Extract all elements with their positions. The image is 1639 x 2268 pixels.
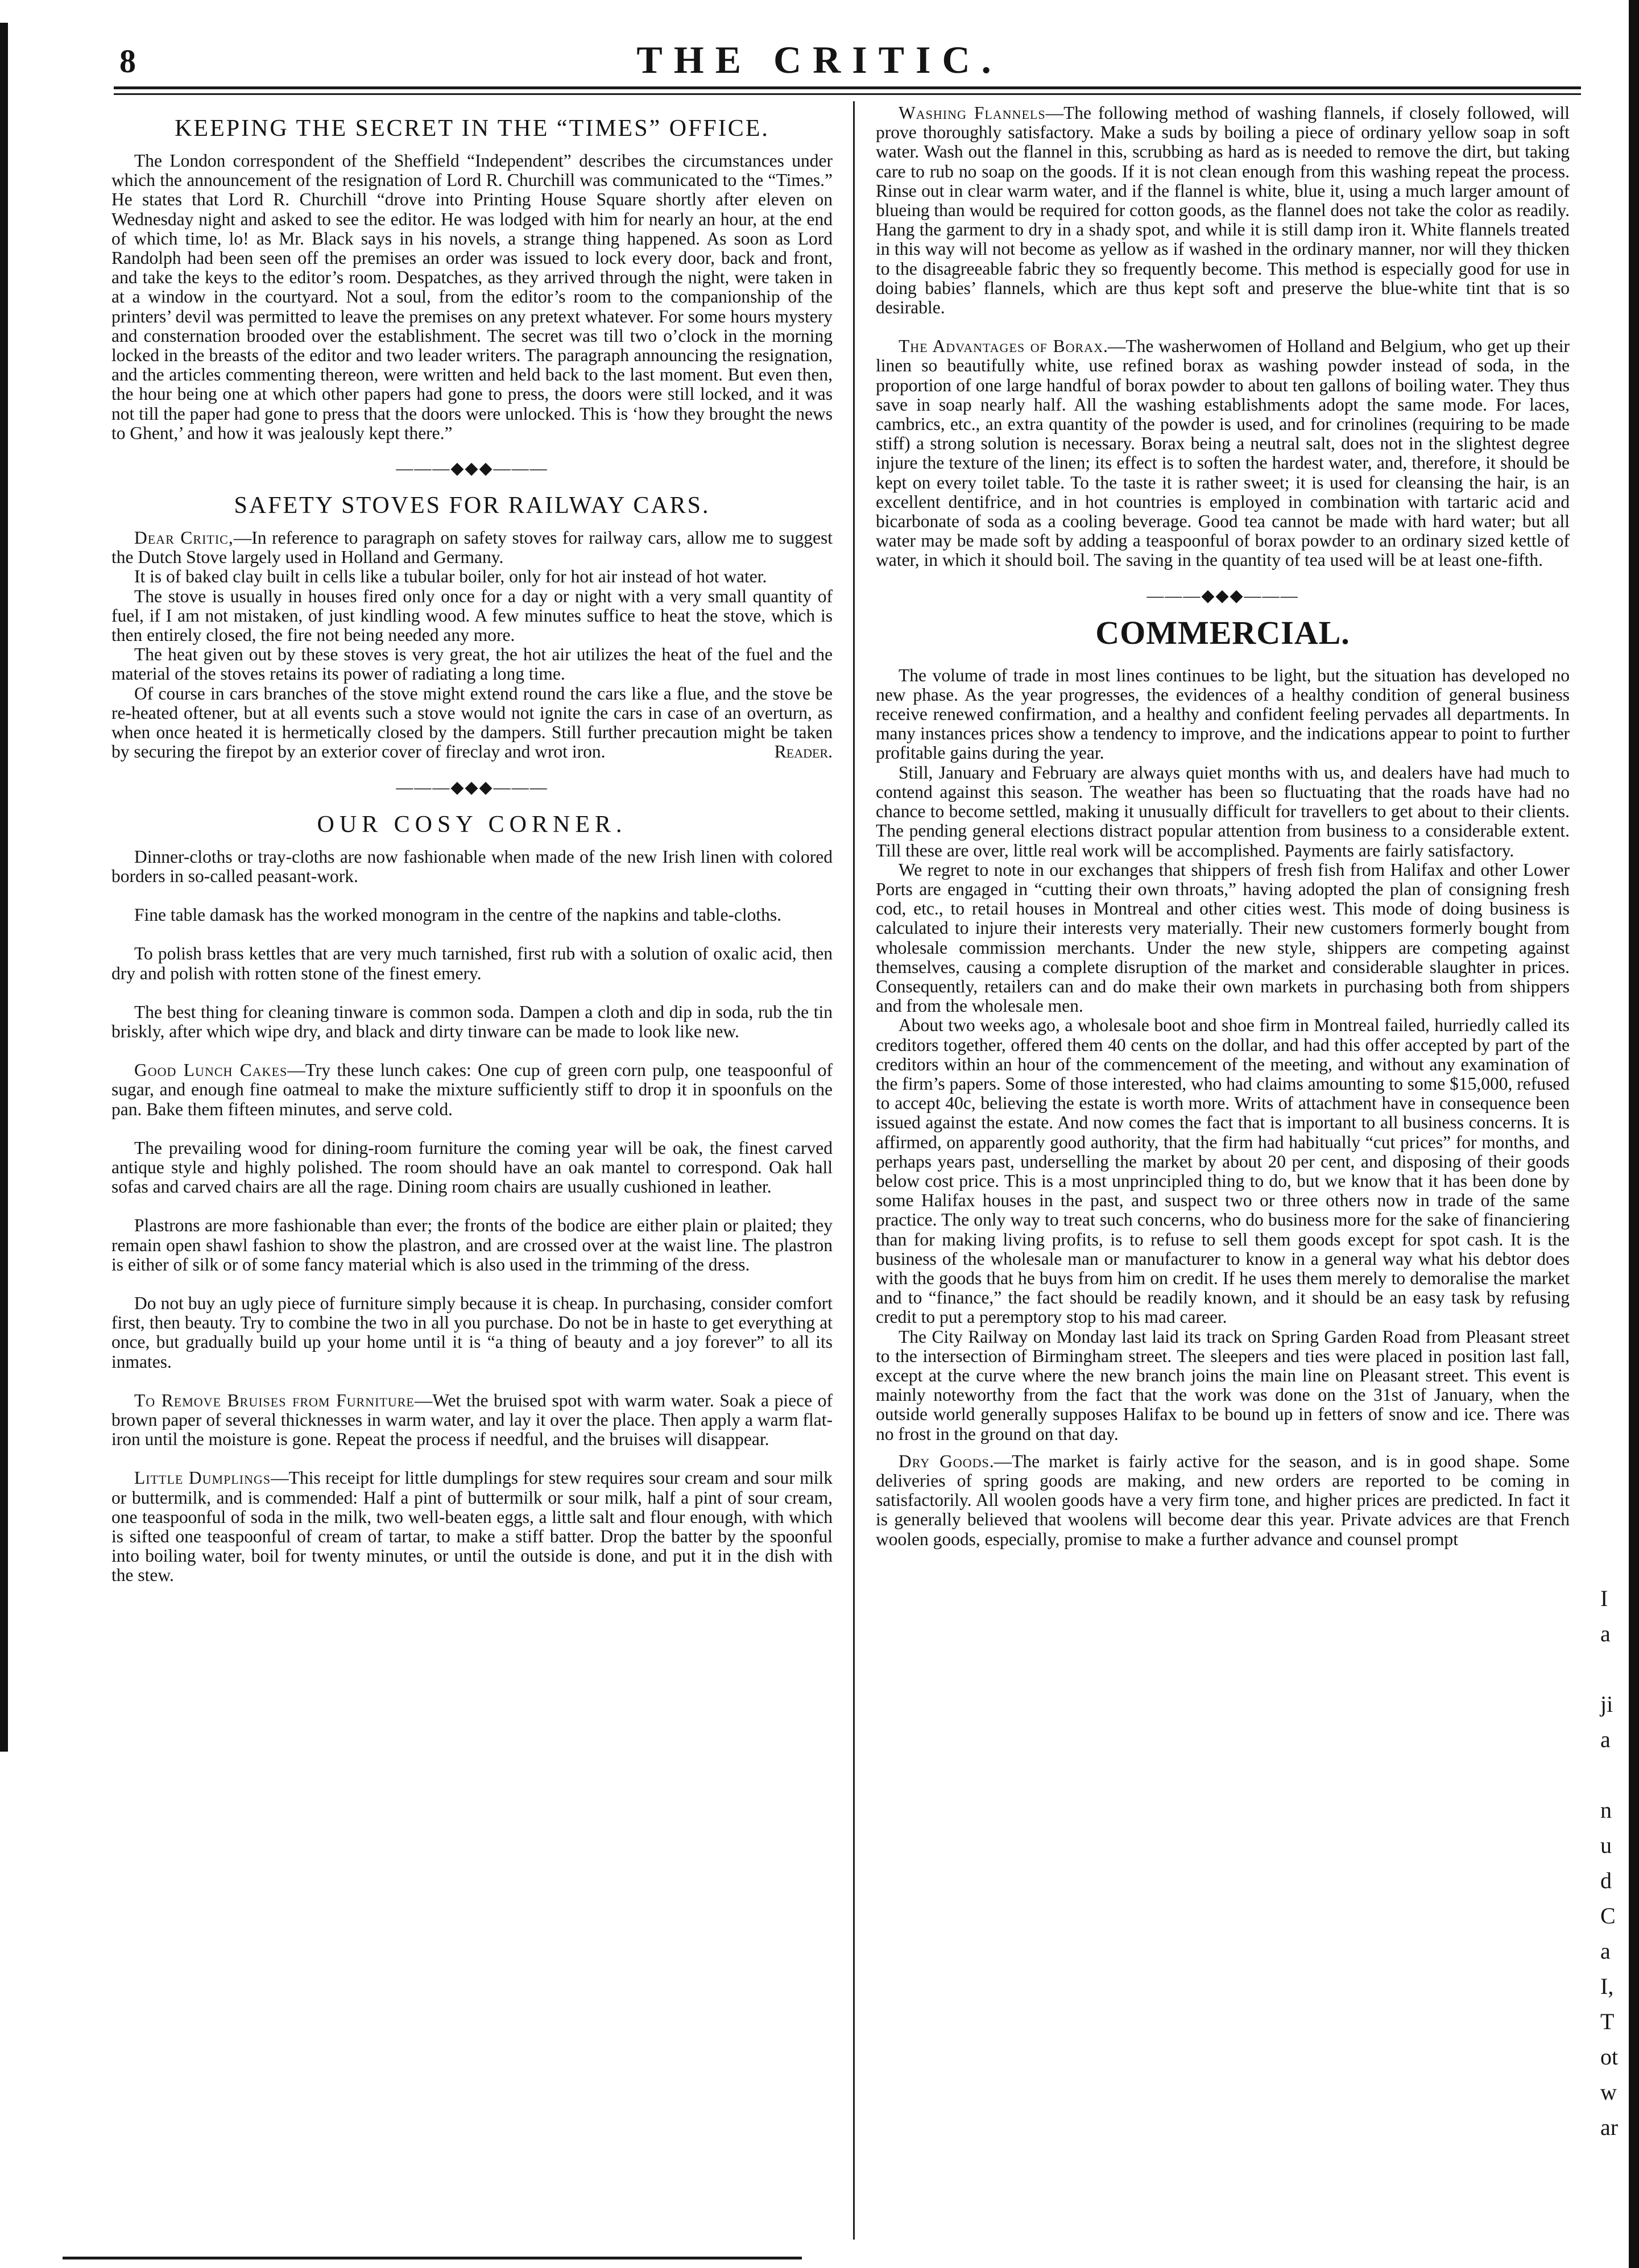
spacer [111,1119,833,1139]
scan-edge-left [0,23,8,1752]
article-paragraph: We regret to note in our exchanges that shippers of fresh fish from Halifax and other Lower Ports are engaged in “cutting their own throats,” having adopted the plan of consigning fresh cod, etc., to retail houses in Montreal and other cities west. This mode of doing business is calculated to injure their interests very materially. Their new customers formerly bought from wholesale commission merchants. Under the new style, shippers are competing against themselves, causing a complete disruption of the market and considerable slaughter in prices. Consequently, retailers can and do make their own markets in purchasing both from shippers and from the wholesale men. [876,859,1570,1016]
article-paragraph: The stove is usually in houses fired only once for a day or night with a very small quantity of fuel, if I am not mistaken, of just kindling wood. A few minutes suffice to heat the stove, which is then entirely closed, the fire not being needed any more. [111,586,833,645]
article-safety-stoves [111,491,833,762]
article-paragraph: About two weeks ago, a wholesale boot and shoe firm in Montreal failed, hurriedly called its creditors together, offered them 40 cents on the dollar, and had this offer accepted by part of the creditors within an hour of the commencement of the meeting, and without any examination of the firm’s papers. Some of those interested, who had claims amounting to some $15,000, refused to accept 40c, believing the estate is worth more. Writs of attachment have in consequence been issued against the estate. And now comes the fact that is important to all business concerns. It is affirmed, on apparently good authority, that the firm had habitually “cut prices” for months, and perhaps years past, underselling the market by about 20 per cent, and disposing of their goods below cost price. This is a most unprincipled thing to do, but we know that it has been done by some Halifax houses in the past, and suspect two or three others now in trade of the same practice. The only way to treat such concerns, who do business more for the sake of financiering than for making living profits, is to refuse to sell them goods except for spot cash. It is the business of the wholesale man or manufacturer to know in a general way what his debtor does with the goods that he buys from him on credit. If he uses them merely to demoralise the market and to “finance,” the fact should be readily known, and it should be an easy task by refusing credit to put a peremptory stop to his mad career. [876,1015,1570,1327]
article-heading: KEEPING THE SECRET IN THE “TIMES” OFFICE. [175,115,769,142]
frag: a [1600,1938,1611,1964]
frag: T [1600,2009,1615,2034]
article-cosy-corner [111,810,833,1586]
frag: C [1600,1903,1616,1928]
paragraph-lead: To Remove Bruises from Furniture [134,1390,415,1410]
article-paragraph [111,1061,833,1119]
article-commercial [876,614,1570,1549]
paragraph-text: —In reference to paragraph on safety stoves for railway cars, allow me to suggest the Dutch Stove largely used in Holland and Germany. [111,528,833,568]
frag: d [1600,1868,1612,1893]
frag: u [1600,1832,1612,1858]
signature: Reader. [774,742,833,762]
article-borax [876,337,1570,570]
article-paragraph: The London correspondent of the Sheffield “Independent” describes the circumstances under which the announcement of the resignation of Lord R. Churchill was communicated to the “Times.” He states that Lord R. Churchill “drove into Printing House Square shortly after eleven on Wednesday night and asked to see the editor. He was lodged with him for nearly an hour, at the end of which time, lo! as Mr. Black says in his novels, a strange thing happened. As soon as Lord Randolph had been seen off the premises an order was issued to lock every door, back and front, and take the keys to the editor’s room. Despatches, as they arrived through the night, were taken in at a window in the courtyard. Not a soul, from the editor’s room to the companionship of the printers’ devil was permitted to leave the premises on any pretext whatever. For some hours mystery and consternation brooded over the establishment. The secret was till two o’clock in the morning locked in the breasts of the editor and two leader writers. The paragraph announcing the resignation, and the articles commenting thereon, were written and held back to the last moment. But even then, the hour being one at which other papers had gone to press, the doors were still locked, and it was not till the paper had gone to press that the doors were unlocked. This is ‘how they brought the news to Ghent,’ and how it was jealously kept there.” [111,151,833,443]
article-paragraph [111,528,833,567]
article-times-secret [111,114,833,443]
article-paragraph [876,104,1570,317]
spacer [111,1449,833,1468]
article-paragraph: Do not buy an ugly piece of furniture simply because it is cheap. In purchasing, consider comfort first, then beauty. Try to combine the two in all you purchase. Do not be in haste to get everything at once, but gradually build up your home until it is “a thing of beauty and a joy forever” to all its inmates. [111,1293,833,1372]
paragraph-lead: Little Dumplings [134,1468,271,1488]
article-paragraph: The prevailing wood for dining-room furniture the coming year will be oak, the finest carved antique style and highly polished. The room should have an oak mantel to correspond. Oak hall sofas and carved chairs are all the rage. Dining room chairs are usually cushioned in leather. [111,1137,833,1197]
paragraph-text: —Try these lunch cakes: One cup of green corn pulp, one teaspoonful of sugar, and enough fine oatmeal to make the mixture sufficiently stiff to drop it in spoonfuls on the pan. Bake them fifteen minutes, and serve cold. [111,1060,833,1119]
article-paragraph: The City Railway on Monday last laid its track on Spring Garden Road from Pleasant street to the intersection of Birmingham street. The sleepers and ties were placed in position last fall, except at the curve where the new branch joins the main line on Pleasant street. This event is mainly noteworthy from the fact that the work was done on the 31st of January, when the outside world generally supposes Halifax to be bound up in fetters of snow and ice. There was no frost in the ground on that day. [876,1326,1570,1444]
article-heading: COMMERCIAL. [1095,614,1350,651]
left-column [111,104,833,2242]
article-paragraph: Still, January and February are always quiet months with us, and dealers have had much to contend against this season. The weather has been so fluctuating that the roads have had no chance to become settled, making it unusually difficult for travellers to get about to their clients. The pending general elections distract popular attention from business to a considerable extent. Till these are over, little real work will be accomplished. Payments are fairly satisfactory. [876,762,1570,860]
scan-edge-right [1629,0,1639,2268]
spacer [111,886,833,905]
frag: a [1600,1621,1611,1646]
masthead-rule [114,93,1581,95]
article-paragraph [111,1468,833,1585]
spacer [111,1197,833,1216]
article-paragraph: The volume of trade in most lines continues to be light, but the situation has developed no new phase. As the year progresses, the evidences of a healthy condition of general business receive renewed confirmation, and a healthy and confident feeling pervades all departments. In many instances prices show a tendency to improve, and the indications appear to point to further profitable gains during the year. [876,665,1570,763]
article-paragraph: The heat given out by these stoves is very great, the hot air utilizes the heat of the fuel and the material of the stoves retains its power of radiating a long time. [111,644,833,684]
paragraph-lead: Good Lunch Cakes [134,1060,288,1081]
article-paragraph: Dinner-cloths or tray-cloths are now fashionable when made of the new Irish linen with colored borders in so-called peasant-work. [111,846,833,886]
column-divider [853,101,855,2240]
section-ornament: ———◆◆◆——— [1147,586,1299,605]
frag: ot [1600,2044,1619,2070]
article-paragraph: Fine table damask has the worked monogram in the centre of the napkins and table-cloths. [134,905,782,925]
section-ornament: ———◆◆◆——— [396,459,548,478]
spacer [111,983,833,1003]
frag [1600,1652,1623,1687]
article-paragraph [111,1391,833,1450]
spacer [111,1372,833,1391]
paragraph-text: —Wet the bruised spot with warm water. Soak a piece of brown paper of several thicknesses in warm water, and lay it over the place. Then apply a warm flat-iron until the moisture is gone. Repeat the process if needful, and the bruises will disappear. [111,1390,833,1450]
right-margin-fragments [1600,1581,1623,2145]
right-column [876,104,1570,2242]
article-paragraph: Of course in cars branches of the stove might extend round the cars like a flue, and the stove be re-heated oftener, but at all events such a stove would not ignite the cars in case of an overturn, as when once heated it is hermetically closed by the dampers. Still further precaution might be taken by securing the firepot by an exterior cover of fireclay and wrot iron. [111,683,833,762]
frag: ar [1600,2114,1619,2140]
article-paragraph [876,337,1570,570]
paragraph-text: .—The market is fairly active for the season, and is in good shape. Some deliveries of spring goods are making, and new orders are reported to be coming in satisfactorily. All woolen goods have a very firm tone, and higher prices are predicted. In fact it is generally believed that woolens will become dear this year. Private advices are that French woolen goods, especially, promise to make a further advance and counsel prompt [876,1451,1570,1549]
article-washing-flannels [876,104,1570,317]
section-ornament: ———◆◆◆——— [396,777,548,797]
spacer [111,925,833,944]
frag [1600,1757,1623,1793]
salutation: Dear Critic, [134,528,234,548]
masthead-title: THE CRITIC. [636,38,1003,81]
article-heading: OUR COSY CORNER. [317,811,627,838]
bottom-rule [63,2257,802,2259]
spacer [111,1041,833,1061]
frag: a [1600,1727,1611,1752]
page-number: 8 [119,43,136,80]
paragraph-text: —This receipt for little dumplings for stew requires sour cream and sour milk or buttermilk, and is commended: Half a pint of buttermilk or sour milk, half a pint of sour cream, one teaspoonful of soda in the milk, two well-beaten eggs, a little salt and flour enough, with which is sifted one teaspoonful of cream of tartar, to make a stiff batter. Drop the batter by the spoonful into boiling water, boil for twenty minutes, or until the outside is done, and put it in the dish with the stew. [111,1468,833,1586]
frag: I, [1600,1973,1614,1999]
paragraph-text: —The following method of washing flannels, if closely followed, will prove thoroughly satisfactory. Make a suds by boiling a piece of ordinary yellow soap in soft water. Wash out the flannel in this, scrubbing as hard as is needed to remove the dirt, but taking care to rub no soap on the goods. If it is not clean enough from this washing repeat the process. Rinse out in clear warm water, and if the flannel is white, blue it, using a much larger amount of blueing than would be required for cotton goods, as the flannel does not take the color as readily. Hang the garment to dry in a shady spot, and while it is still damp iron it. White flannels treated in this way will not become as yellow as if washed in the ordinary manner, nor will they thicken to the disagreeable fabric they so frequently become. This method is especially good for use in doing babies’ flannels, which are thus kept soft and preserve the blue-white tint that is so desirable. [876,104,1570,318]
paragraph-lead: The Advantages of Borax [899,336,1103,357]
spacer [876,1444,1570,1452]
paragraph-text: .—The washerwomen of Holland and Belgium, who get up their linen so beautifully white, use refined borax as washing powder instead of soda, in the proportion of one large handful of borax powder to about ten gallons of boiling water. They thus save in soap nearly half. All the washing establishments adopt the same mode. For laces, cambrics, etc., an extra quantity of the powder is used, and for crinolines (requiring to be made stiff) a strong solution is necessary. Borax being a neutral salt, does not in the slightest degree injure the texture of the linen; its effect is to soften the hardest water, and, therefore, it should be kept on every toilet table. To the taste it is rather sweet; it is used for cleansing the hair, is an excellent dentifrice, and in hot countries is employed in combination with tartaric acid and bicarbonate of soda as a cooling beverage. Good tea cannot be made with hard water; but all water may be made soft by adding a teaspoonful of borax powder to an ordinary sized kettle of water, in which it should boil. The saving in the quantity of tea used will be at least one-fifth. [876,336,1570,570]
article-paragraph: Plastrons are more fashionable than ever; the fronts of the bodice are either plain or plaited; they remain open shawl fashion to show the plastron, and are crossed over at the waist line. The plastron is either of silk or of some fancy material which is also used in the trimming of the dress. [111,1215,833,1274]
masthead-rule [114,86,1581,89]
paragraph-lead: Washing Flannels [899,104,1046,123]
article-heading: SAFETY STOVES FOR RAILWAY CARS. [234,492,710,519]
frag: ji [1600,1691,1613,1717]
article-paragraph [876,1452,1570,1549]
frag: I [1600,1586,1608,1611]
article-paragraph: The best thing for cleaning tinware is common soda. Dampen a cloth and dip in soda, rub the tin briskly, after which wipe dry, and black and dirty tinware can be made to look like new. [111,1001,833,1041]
article-paragraph: It is of baked clay built in cells like a tubular boiler, only for hot air instead of hot water. [134,566,767,587]
article-paragraph: To polish brass kettles that are very much tarnished, first rub with a solution of oxalic acid, then dry and polish with rotten stone of the finest emery. [111,943,833,983]
paragraph-lead: Dry Goods [899,1451,990,1471]
frag: n [1600,1797,1612,1823]
frag: w [1600,2079,1617,2105]
spacer [876,317,1570,337]
spacer [111,1274,833,1294]
